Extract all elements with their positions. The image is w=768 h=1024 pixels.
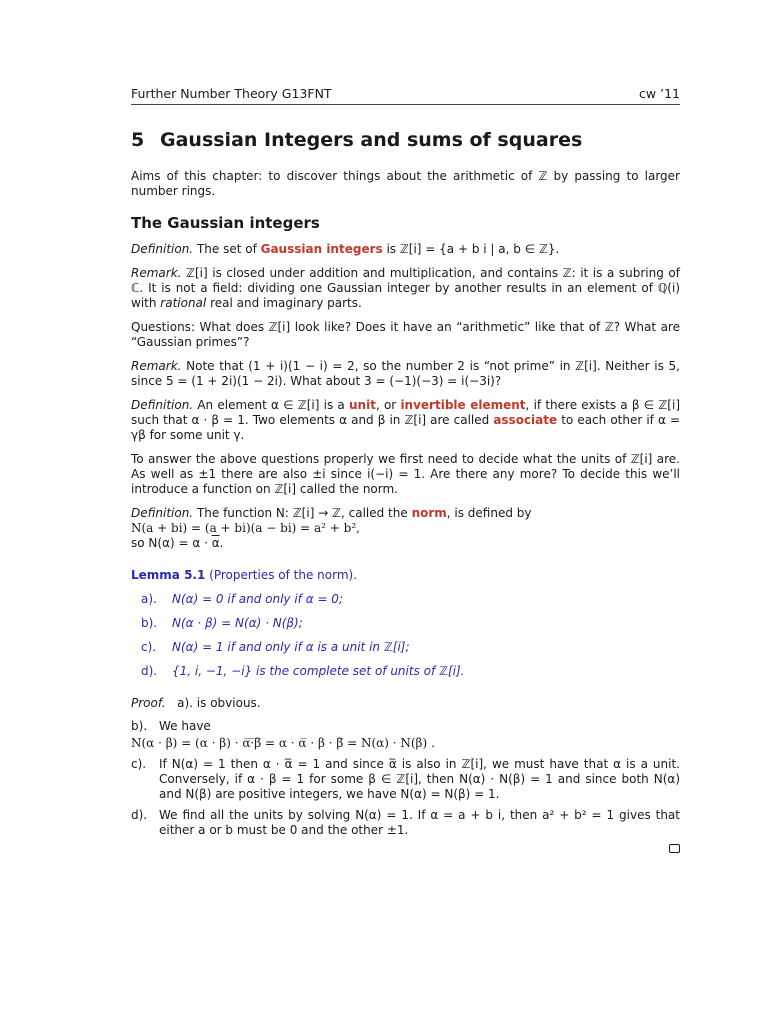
remark-label: Remark.	[131, 359, 182, 373]
definition-label: Definition.	[131, 398, 194, 412]
header-course: Further Number Theory G13FNT	[131, 86, 332, 101]
proof-label: Proof.	[131, 696, 166, 710]
remark-not-prime: Remark. Note that (1 + i)(1 − i) = 2, so the number 2 is “not prime” in ℤ[i]. Neither is 5, since 5 = (1 + 2i)(1 − 2i). What about 3 = (−1)(−3) = i(−3i)?	[131, 359, 680, 388]
lemma-item: b). N(α · β) = N(α) · N(β);	[141, 616, 303, 630]
definition-unit: Definition. An element α ∈ ℤ[i] is a unit, or invertible element, if there exists a β ∈ ℤ[i] such that α · β = 1. Two elements α and β in ℤ[i] are called associate to each other if α = γβ for some unit γ.	[131, 398, 681, 442]
running-header	[131, 86, 680, 104]
proof-start: Proof. a). is obvious.	[131, 696, 261, 710]
proof-step-b: b). We have	[131, 719, 211, 733]
proof-step-c: c). If N(α) = 1 then α · α̅ = 1 and since α̅ is also in ℤ[i], we must have that α is a unit. Conversely, if α · β = 1 for some β ∈ ℤ[i], then N(α) · N(β) = 1 and since both N(α) and N(β) are positive integers, we have N(α) = N(β) = 1.	[131, 757, 680, 801]
header-author: cw ’11	[639, 86, 680, 101]
aims-paragraph: Aims of this chapter: to discover things about the arithmetic of ℤ by passing to larger number rings.	[131, 169, 680, 198]
norm-conjugate-line: so $N(\alpha) = \alpha \cdot \overline{\alpha}$.	[131, 536, 224, 550]
page-body	[131, 122, 680, 844]
subsection-heading: The Gaussian integers	[131, 214, 320, 232]
questions-paragraph: Questions: What does ℤ[i] look like? Does it have an “arithmetic” like that of ℤ? What are “Gaussian primes”?	[131, 320, 680, 349]
lemma-item: a). N(α) = 0 if and only if α = 0;	[141, 592, 343, 606]
norm-equation: N(a + bi) = (a + bi)(a − bi) = a² + b²,	[131, 521, 360, 535]
term-gaussian-integers: Gaussian integers	[260, 242, 383, 256]
remark-subring: Remark. ℤ[i] is closed under addition and multiplication, and contains ℤ: it is a subring of ℂ. It is not a field: dividing one Gaussian integer by another results in an element of ℚ(i) with rational real and imaginary parts.	[131, 266, 680, 310]
definition-label: Definition.	[131, 506, 194, 520]
term-invertible-element: invertible element	[400, 398, 526, 412]
remark-label: Remark.	[131, 266, 182, 280]
lemma-subtitle: (Properties of the norm).	[205, 568, 358, 582]
lemma-heading	[131, 568, 680, 583]
definition-gaussian-integers: Definition. The set of Gaussian integers is ℤ[i] = {a + b i | a, b ∈ ℤ}.	[131, 242, 560, 256]
section-number: 5	[131, 129, 145, 151]
definition-norm: Definition. The function N: ℤ[i] → ℤ, called the norm, is defined by	[131, 506, 532, 520]
term-norm: norm	[411, 506, 447, 520]
qed-box-icon	[669, 844, 680, 853]
lemma-item: d). {1, i, −1, −i} is the complete set of units of ℤ[i].	[141, 664, 465, 678]
header-rule	[131, 104, 680, 105]
lemma-number: Lemma 5.1	[131, 568, 206, 582]
norm-multiplicative-equation: N(α · β) = (α · β) · α̅·̅β̅ = α · α̅ · β · β̅ = N(α) · N(β) .	[131, 736, 435, 750]
term-unit: unit	[349, 398, 376, 412]
proof-step-d: d). We find all the units by solving N(α) = 1. If α = a + b i, then a² + b² = 1 gives that either a or b must be 0 and the other ±1.	[131, 808, 680, 837]
lemma-item: c). N(α) = 1 if and only if α is a unit in ℤ[i];	[141, 640, 410, 654]
definition-label: Definition.	[131, 242, 194, 256]
section-title: Gaussian Integers and sums of squares	[160, 129, 583, 151]
term-associate: associate	[493, 413, 558, 427]
section-heading	[131, 128, 680, 152]
units-paragraph: To answer the above questions properly we first need to decide what the units of ℤ[i] are. As well as ±1 there are also ±i since i(−i) = 1. Are there any more? To decide this we’ll introduce a function on ℤ[i] called the norm.	[131, 452, 680, 496]
